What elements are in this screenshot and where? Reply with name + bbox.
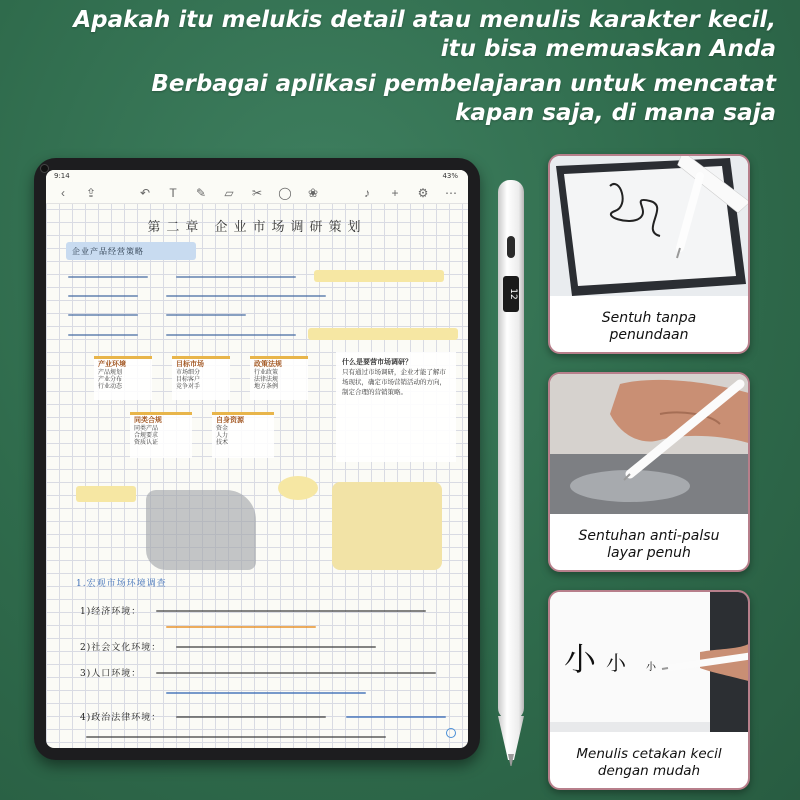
- handwriting-stroke: [86, 736, 386, 738]
- highlight-yellow: [314, 270, 444, 282]
- feature-card-touch: [548, 154, 750, 354]
- mind-card: [212, 412, 274, 458]
- feature-card-palm-rejection: [548, 372, 750, 572]
- handwriting-stroke: [176, 646, 376, 648]
- mind-card: [250, 356, 308, 400]
- mind-card-line: 资质认证: [134, 440, 159, 446]
- handwriting-stroke: [156, 672, 436, 674]
- pencil-display-text: 12: [508, 288, 518, 300]
- mind-card-line: 人力: [216, 433, 229, 439]
- mind-card-line: 技术: [216, 440, 229, 446]
- feature-caption: [550, 528, 748, 562]
- item-4: 4)政治法律环境：: [80, 713, 162, 723]
- stylus-pencil: [492, 176, 532, 766]
- note-toolbar: [46, 182, 468, 204]
- svg-text:小: 小: [564, 640, 597, 678]
- mind-card-line: 行业动态: [98, 384, 123, 390]
- handwriting-stroke: [166, 334, 296, 336]
- mind-card-line: 合规要求: [134, 433, 159, 439]
- note-title: 第二章 企业市场调研策划: [147, 220, 367, 235]
- feature-caption: [550, 310, 748, 344]
- question-box: [336, 352, 456, 462]
- add-icon[interactable]: +: [391, 185, 399, 200]
- tablet-screen: [46, 170, 468, 748]
- mind-card-line: 市场细分: [176, 370, 201, 376]
- status-time: 9:14: [54, 172, 70, 180]
- headline-line-2: itu bisa memuaskan Anda: [440, 36, 776, 62]
- svg-text:小: 小: [646, 662, 656, 673]
- back-icon[interactable]: ‹: [61, 185, 65, 200]
- handwriting-stroke: [166, 626, 316, 628]
- mind-card-line: 资金: [216, 426, 229, 432]
- handwriting-stroke: [68, 334, 138, 336]
- handwriting-stroke: [166, 692, 366, 694]
- shapes-icon[interactable]: ◯: [278, 185, 292, 200]
- mind-card-title: 政策法规: [254, 361, 282, 368]
- item-3: 3)人口环境：: [80, 669, 142, 679]
- handwriting-stroke: [68, 314, 138, 316]
- eraser-icon[interactable]: ▱: [224, 185, 234, 200]
- section2-heading: 1.宏观市场环境调查: [76, 579, 167, 589]
- headline-line-3: Berbagai aplikasi pembelajaran untuk mencatat: [151, 71, 776, 97]
- handwriting-stroke: [156, 610, 426, 612]
- highlight-yellow: [308, 328, 458, 340]
- text-tool-icon[interactable]: T: [169, 185, 177, 200]
- caption-line-2: layar penuh: [607, 545, 691, 561]
- pencil-button: [507, 236, 515, 258]
- handwriting-stroke: [68, 276, 148, 278]
- highlight-yellow: [278, 476, 318, 500]
- status-battery: 43%: [442, 172, 458, 180]
- mind-card: [94, 356, 152, 400]
- mind-card-line: 产品规划: [98, 370, 123, 376]
- mind-card-title: 自身资源: [216, 417, 244, 424]
- highlight-yellow: [76, 486, 136, 502]
- mind-card-line: 目标客户: [176, 377, 201, 383]
- mind-card: [172, 356, 230, 400]
- mind-card-line: 行业政策: [254, 370, 279, 376]
- item-2: 2)社会文化环境：: [80, 643, 162, 653]
- mind-card-title: 同类合规: [134, 417, 162, 424]
- search-icon[interactable]: [446, 728, 456, 738]
- hand-holding-stylus-icon: [550, 374, 750, 514]
- more-icon[interactable]: ⋯: [445, 185, 457, 200]
- mind-card-line: 竞争对手: [176, 384, 201, 390]
- mind-card-line: 法律法规: [254, 377, 279, 383]
- headline-line-1: Apakah itu melukis detail atau menulis karakter kecil,: [73, 7, 776, 33]
- marker-scribble: [146, 490, 256, 570]
- caption-line-2: penundaan: [609, 327, 689, 343]
- mind-card-line: 地方条例: [254, 384, 279, 390]
- image-icon[interactable]: ❀: [307, 185, 319, 200]
- handwriting-stroke: [166, 314, 246, 316]
- feature-caption: [550, 746, 748, 780]
- handwriting-stroke: [176, 276, 296, 278]
- tablet-stylus-drawing-icon: [550, 156, 750, 296]
- status-bar: [46, 170, 468, 182]
- pen-tool-icon[interactable]: ✎: [195, 185, 207, 200]
- lasso-icon[interactable]: ✂: [251, 185, 263, 200]
- mind-card-title: 目标市场: [176, 361, 204, 368]
- yellow-note-block: [332, 482, 442, 570]
- settings-icon[interactable]: ⚙: [417, 185, 429, 200]
- feature-card-small-writing: [548, 590, 750, 790]
- small-handwriting-icon: [550, 592, 750, 732]
- tablet-device: [34, 158, 480, 760]
- section-heading: 企业产品经营策略: [66, 242, 196, 260]
- question-title: 什么是要营市场调研？: [342, 359, 412, 366]
- caption-line-1: Sentuh tanpa: [601, 310, 697, 326]
- caption-line-1: Menulis cetakan kecil: [576, 746, 722, 762]
- handwriting-stroke: [166, 295, 326, 297]
- mind-card-line: 产业分布: [98, 377, 123, 383]
- question-body: 只有通过市场调研，企业才能了解市场现状，确定市场营销活动的方向，制定合理的营销策略。: [342, 369, 446, 396]
- item-1: 1)经济环境：: [80, 607, 142, 617]
- microphone-icon[interactable]: ♪: [364, 185, 370, 200]
- caption-line-1: Sentuhan anti-palsu: [578, 528, 720, 544]
- mind-card: [130, 412, 192, 458]
- undo-icon[interactable]: ↶: [139, 185, 151, 200]
- headline-line-4: kapan saja, di mana saja: [455, 100, 776, 126]
- handwriting-stroke: [68, 295, 138, 297]
- caption-line-2: dengan mudah: [597, 763, 701, 779]
- handwriting-stroke: [176, 716, 326, 718]
- mind-card-line: 同类产品: [134, 426, 159, 432]
- svg-text:小: 小: [606, 651, 626, 675]
- headline: [36, 6, 776, 128]
- share-icon[interactable]: ⇪: [85, 185, 97, 200]
- mind-map: [74, 356, 324, 464]
- mind-card-title: 产业环境: [98, 361, 126, 368]
- handwriting-stroke: [346, 716, 446, 718]
